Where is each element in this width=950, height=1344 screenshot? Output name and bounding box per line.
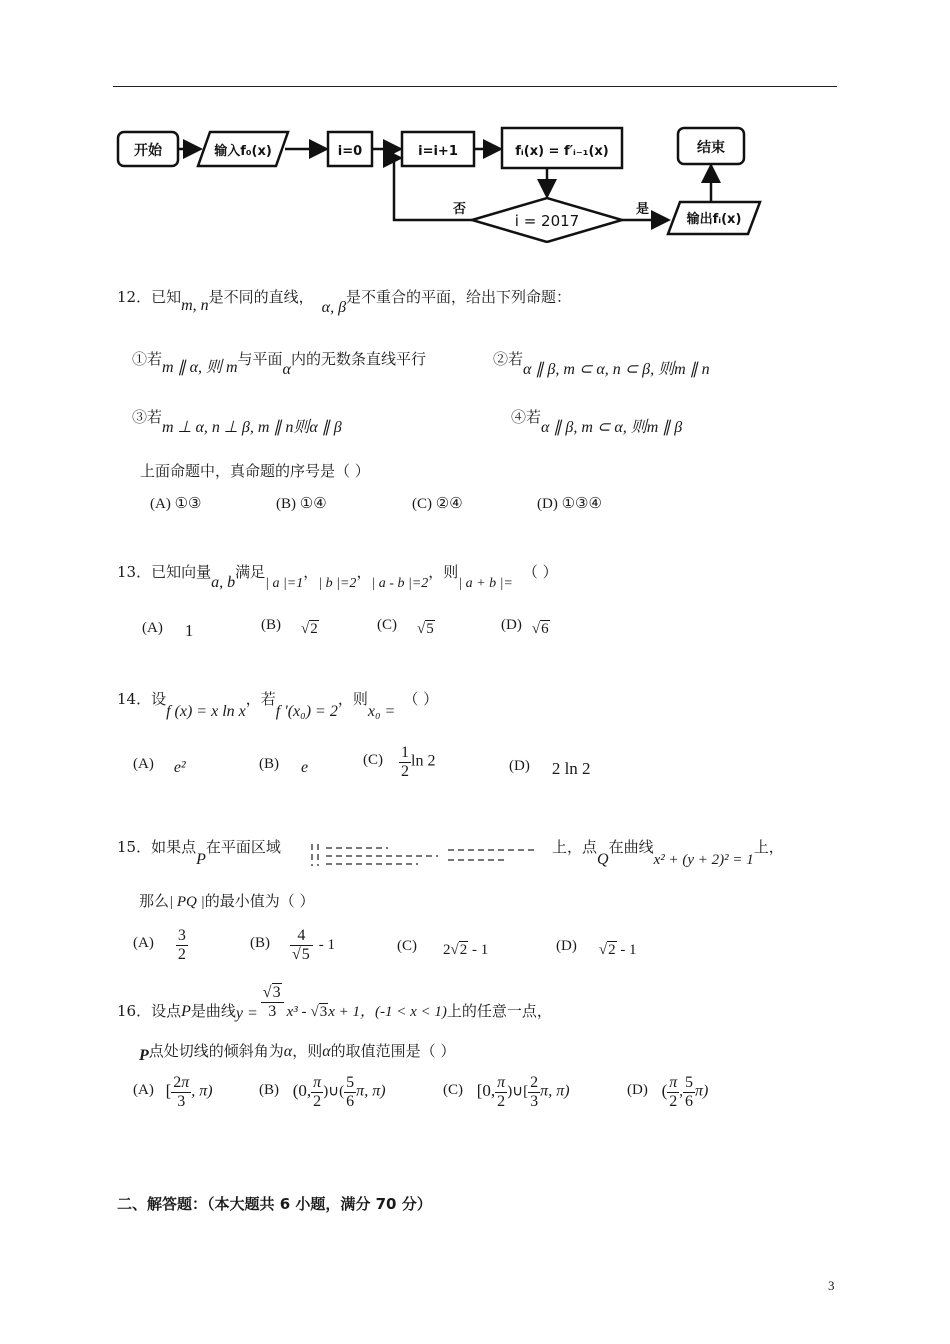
q14-option-c [363, 744, 435, 780]
flow-end-label: 结束 [697, 140, 725, 156]
q15-label-a: (A) [133, 934, 154, 951]
q15-option-c: (C) 2√2 - 1 [397, 938, 489, 958]
flow-increment-label: i=i+1 [418, 144, 458, 159]
header-rule [113, 86, 837, 87]
q15-stem-2 [552, 836, 784, 868]
q16-alpha: α [283, 1043, 293, 1060]
q13-vecs: a, b [211, 574, 236, 591]
q12-p1 [132, 346, 426, 378]
q16-num: 3 [272, 984, 281, 1001]
q13-label-a: (A) [142, 620, 163, 636]
q15-c-rad: 2 [459, 942, 468, 958]
q12-p1-m: m ∥ α, 则 m [162, 359, 238, 376]
q15-d-rad: 2 [608, 942, 616, 958]
q15-line2 [139, 890, 315, 911]
q12-stem-b: 是不同的直线， [208, 288, 314, 306]
q15-stem-e: 上， [753, 838, 784, 856]
q12-stem [117, 286, 572, 316]
q15-c-pre: 2 [443, 942, 451, 958]
q12-option-a: (A) ①③ [150, 496, 202, 512]
q13-stem-a: 13．已知向量 [117, 563, 212, 581]
q14-stem [117, 688, 439, 720]
q15-b-den: 5 [301, 945, 310, 963]
q12-p3-a: ③若 [132, 408, 163, 426]
q13-cond-3: | a - b |=2 [371, 576, 429, 591]
q13-label-d: (D) [501, 617, 522, 633]
q13-label-c: (C) [377, 617, 397, 633]
q13-cond-1: | a |=1 [265, 576, 304, 591]
q16-tail-2: 3 [319, 1004, 328, 1021]
q16-option-d: (D) ( $\frac{\pi}{2}$ , $\frac{5}{6}$ π) [627, 1074, 709, 1110]
section-2-heading: 二、解答题：（本大题共 6 小题，满分 70 分） [117, 1195, 432, 1213]
q16-stem-b: 是曲线 [190, 1002, 236, 1021]
q15-option-d: (D) √2 - 1 [556, 938, 637, 958]
q12-mn: m, n [181, 297, 209, 314]
q15-b-tail: - 1 [318, 936, 336, 953]
q13-option-b: (B) √2 [261, 617, 318, 637]
q15-option-b: (B) $\frac{4}{√5}$ - 1 [250, 927, 336, 963]
q14-stem-a: 14．设 [117, 690, 167, 708]
q15-stem-c: 上，点 [552, 838, 598, 856]
flow-input-label: 输入f₀(x) [214, 144, 272, 159]
q13-option-a [142, 617, 194, 640]
q14-cond: f ′(x₀) = 2 [275, 703, 338, 720]
q16-line2-b: ，则 [292, 1042, 323, 1060]
q15-d-tail: - 1 [620, 942, 637, 958]
q14-value-b: e [301, 759, 309, 776]
q15-p: P [196, 851, 206, 868]
q12-p4 [511, 404, 683, 436]
q14-label-c: (C) [363, 751, 383, 768]
q13-value-c: 5 [426, 621, 434, 637]
q13-ask: | a + b |= [458, 576, 513, 591]
q13-then: ，则 [428, 563, 459, 581]
flow-condition-label: i = 2017 [514, 212, 580, 230]
q16-label-b: (B) [259, 1081, 279, 1098]
q16-stem-a: 16．设点 [117, 1002, 182, 1021]
q16-line2-a: 点处切线的倾斜角为 [148, 1042, 284, 1060]
q16-line2-alpha: α [322, 1043, 331, 1060]
flow-start-label: 开始 [134, 143, 162, 159]
q15-region-glyph [308, 840, 548, 870]
q12-option-c: (C) ②④ [412, 496, 463, 512]
q13-option-c: (C) √5 [377, 617, 434, 637]
q12-p3-m: m ⊥ α, n ⊥ β, m ∥ n则α ∥ β [162, 419, 342, 436]
q13-value-b: 2 [310, 621, 318, 637]
q15-pq: | PQ | [169, 894, 205, 910]
q12-p2 [493, 346, 710, 378]
q13-value-d: 6 [541, 621, 549, 637]
q16-label-a: (A) [133, 1081, 154, 1098]
q14-label-b: (B) [259, 756, 279, 772]
q16-line2-c: 的取值范围是（ ） [330, 1042, 456, 1060]
flow-output-label: 输出fᵢ(x) [686, 212, 742, 227]
q16-p: P [181, 1003, 191, 1021]
q14-paren: （ ） [403, 690, 439, 708]
flow-derive-label: fᵢ(x) = f′ᵢ₋₁(x) [515, 144, 609, 159]
q14-option-b [259, 755, 309, 776]
q13-label-b: (B) [261, 617, 281, 633]
q12-p1-c: 内的无数条直线平行 [290, 350, 426, 368]
q15-curve: x² + (y + 2)² = 1 [653, 852, 754, 868]
q12-ab: α, β [321, 299, 347, 316]
q16-den: 3 [268, 1002, 277, 1020]
q13-stem-b: 满足 [235, 563, 266, 581]
q15-option-a [133, 927, 188, 963]
q15-c-tail: - 1 [471, 942, 489, 958]
flow-init-label: i=0 [337, 144, 363, 159]
q15-line2-b: 的最小值为（ ） [204, 892, 315, 910]
q15-label-d: (D) [556, 938, 577, 954]
q15-label-b: (B) [250, 934, 270, 951]
q12-option-b: (B) ①④ [276, 496, 327, 512]
q16-label-d: (D) [627, 1081, 648, 1098]
q16-tail-1: x³ - [286, 1004, 307, 1021]
q16-option-c: (C) [0, $\frac{\pi}{2}$ )∪[ $\frac{2}{3}$ π, π) [443, 1074, 570, 1110]
q12-p1-a: ①若 [132, 350, 163, 368]
q14-ask: x₀ = [367, 703, 396, 720]
q14-stem-c: ，则 [337, 690, 368, 708]
q14-value-a: e² [173, 759, 186, 776]
q15-stem [117, 836, 281, 868]
q16-y: y = [235, 1005, 258, 1023]
q14-option-a [133, 755, 186, 776]
q13-value-a: 1 [184, 621, 194, 640]
q16-line2 [139, 1040, 456, 1064]
q14-fx: f (x) = x ln x [166, 703, 246, 720]
flowchart [110, 118, 770, 243]
q15-stem-b: 在平面区域 [205, 838, 281, 856]
q13-option-d: (D) √6 [501, 617, 549, 637]
q16-option-a: (A) [ $\frac{2\pi}{3}$ , π) [133, 1074, 213, 1110]
page-number: 3 [828, 1278, 835, 1293]
q16-line2-p: P [139, 1047, 149, 1064]
q15-stem-a: 15．如果点 [117, 838, 197, 856]
q14-label-a: (A) [133, 756, 154, 772]
q12-option-d: (D) ①③④ [537, 496, 602, 512]
flow-no-label: 否 [453, 202, 467, 217]
q12-p4-m: α ∥ β, m ⊂ α, 则m ∥ β [541, 419, 683, 436]
q12-p3 [132, 404, 342, 436]
q15-b-num: 4 [290, 927, 313, 946]
q14-c-num: 1 [401, 744, 409, 761]
q12-p2-m: α ∥ β, m ⊂ α, n ⊂ β, 则m ∥ n [523, 361, 710, 378]
q16-stem: 16．设点P是曲线y = $\frac{√3}{3}$ x³ - √3x + 1，(-1 < x < 1)上的任意一点， [117, 984, 552, 1023]
q15-a-num: 3 [177, 927, 186, 944]
q12-stem-c: 是不重合的平面，给出下列命题： [346, 288, 572, 306]
q15-a-den: 2 [177, 945, 186, 963]
q13-cond-2: | b |=2 [318, 576, 357, 591]
q16-range: ，(-1 < x < 1) [360, 1004, 447, 1021]
q12-stem-a: 12．已知 [117, 288, 182, 306]
q14-stem-b: ，若 [245, 690, 276, 708]
q15-q: Q [597, 851, 609, 868]
q15-stem-d: 在曲线 [608, 838, 654, 856]
q12-p1-b: 与平面 [237, 350, 283, 368]
q14-option-d [509, 755, 591, 778]
q12-p2-a: ②若 [493, 350, 524, 368]
q12-p4-a: ④若 [511, 408, 542, 426]
q15-label-c: (C) [397, 938, 417, 954]
q14-label-d: (D) [509, 758, 530, 774]
q14-c-tail: ln 2 [411, 752, 436, 770]
q16-stem-c: 上的任意一点， [446, 1002, 552, 1021]
q15-line2-a: 那么 [139, 892, 170, 910]
flow-yes-label: 是 [636, 202, 650, 217]
q12-p1-alpha: α [282, 361, 291, 378]
q13-stem: 13．已知向量a, b满足| a |=1，| b |=2，| a - b |=2，则| a + b |=（ ） [117, 563, 558, 591]
q14-value-d: 2 ln 2 [551, 759, 591, 778]
q13-paren: （ ） [522, 563, 558, 581]
q12-ask: 上面命题中，真命题的序号是（ ） [140, 462, 370, 480]
q16-option-b: (B) (0, $\frac{\pi}{2}$ )∪( $\frac{5}{6}$ π, π) [259, 1074, 386, 1110]
q16-tail-3: x + 1 [328, 1004, 360, 1021]
q14-c-den: 2 [401, 762, 409, 780]
q16-label-c: (C) [443, 1081, 463, 1098]
